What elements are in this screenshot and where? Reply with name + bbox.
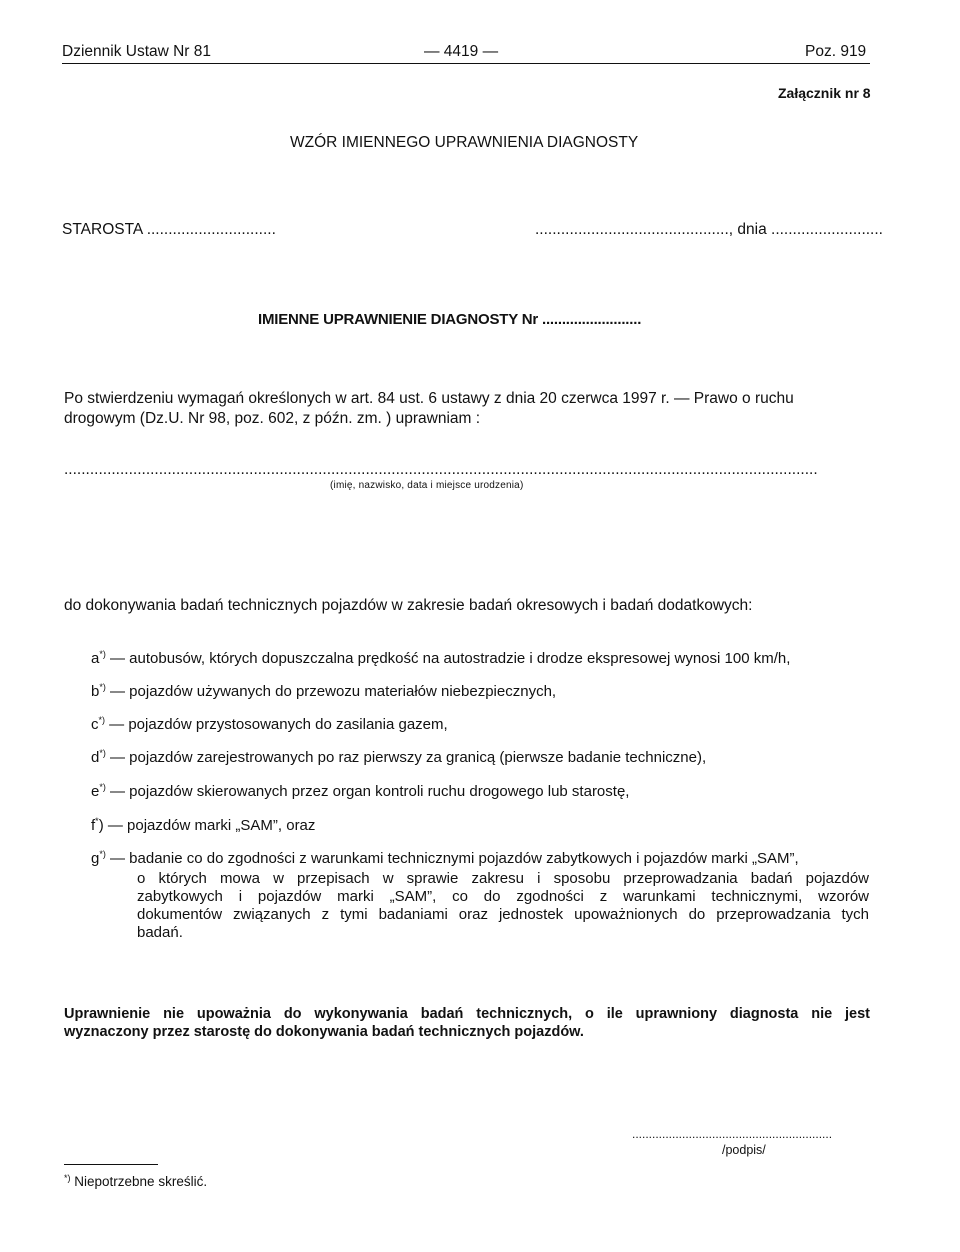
item-text: — pojazdów używanych do przewozu materiałów niebezpiecznych,: [110, 683, 557, 700]
signature-dots: ............................................................: [632, 1127, 833, 1141]
permit-heading: IMIENNE UPRAWNIENIE DIAGNOSTY Nr .........................: [258, 311, 642, 328]
item-text: ) — pojazdów marki „SAM”, oraz: [98, 817, 316, 834]
list-item-b: [91, 683, 556, 700]
name-dotted-line: ...............................................................................................................................................................................: [64, 461, 818, 478]
item-mark: *: [95, 816, 99, 826]
signature-label: /podpis/: [722, 1143, 766, 1157]
item-mark: *): [99, 849, 106, 859]
intro-line-1: Po stwierdzeniu wymagań określonych w art. 84 ust. 6 ustawy z dnia 20 czerwca 1997 r. — Prawo o ruchu: [64, 390, 794, 407]
footnote-rule: [64, 1164, 158, 1165]
notice-line-1: Uprawnienie nie upoważnia do wykonywania badań technicznych, o ile uprawniony diagnosta nie jest: [64, 1006, 870, 1022]
item-g-line-5: badań.: [137, 924, 183, 941]
item-text: — badanie co do zgodności z warunkami technicznymi pojazdów zabytkowych i pojazdów marki „SAM”,: [110, 850, 799, 867]
item-letter: d: [91, 749, 100, 766]
item-letter: e: [91, 783, 100, 800]
item-text: — pojazdów zarejestrowanych po raz pierwszy za granicą (pierwsze badanie techniczne),: [110, 749, 707, 766]
list-item-g: [91, 850, 799, 867]
list-item-c: [91, 716, 448, 733]
notice-line-2: wyznaczony przez starostę do dokonywania badań technicznych pojazdów.: [64, 1024, 584, 1040]
annex-label: Załącznik nr 8: [778, 85, 871, 101]
scope-intro: do dokonywania badań technicznych pojazdów w zakresie badań okresowych i badań dodatkowych:: [64, 597, 753, 614]
footnote: [64, 1174, 207, 1189]
item-letter: c: [91, 716, 99, 733]
starosta-line: STAROSTA ..............................: [62, 221, 276, 238]
item-g-line-3: zabytkowych i pojazdów marki „SAM”, co do zgodności z warunkami technicznymi, wzorów: [137, 888, 869, 905]
list-item-a: [91, 650, 790, 667]
item-mark: *): [98, 715, 105, 725]
form-title: WZÓR IMIENNEGO UPRAWNIENIA DIAGNOSTY: [290, 134, 639, 151]
item-mark: *): [99, 649, 106, 659]
header-rule: [62, 63, 870, 64]
list-item-f: [91, 817, 315, 834]
item-text: — pojazdów przystosowanych do zasilania gazem,: [109, 716, 448, 733]
item-mark: *): [99, 782, 106, 792]
item-mark: *): [99, 682, 106, 692]
item-text: — pojazdów skierowanych przez organ kontroli ruchu drogowego lub starostę,: [110, 783, 630, 800]
item-mark: *): [99, 748, 106, 758]
item-g-line-2: o których mowa w przepisach w sprawie zakresu i sposobu przeprowadzania badań pojazdów: [137, 870, 869, 887]
item-letter: b: [91, 683, 100, 700]
journal-title: Dziennik Ustaw Nr 81: [62, 43, 212, 60]
item-letter: a: [91, 650, 100, 667]
list-item-d: [91, 749, 706, 766]
item-letter: f: [91, 817, 96, 834]
footnote-text: Niepotrzebne skreślić.: [74, 1174, 208, 1189]
name-caption: (imię, nazwisko, data i miejsce urodzenia): [330, 480, 524, 491]
footnote-mark: *): [64, 1173, 71, 1183]
date-line: ............................................., dnia ..........................: [535, 221, 883, 238]
list-item-e: [91, 783, 629, 800]
item-g-line-4: dokumentów związanych z tymi badaniami oraz jednostek upoważnionych do przeprowadzania tych: [137, 906, 869, 923]
page-number: — 4419 —: [424, 43, 499, 60]
item-text: — autobusów, których dopuszczalna prędkość na autostradzie i drodze ekspresowej wynosi 100 km/h,: [110, 650, 791, 667]
position-number: Poz. 919: [805, 43, 867, 60]
item-letter: g: [91, 850, 100, 867]
intro-line-2: drogowym (Dz.U. Nr 98, poz. 602, z późn. zm. ) uprawniam :: [64, 410, 481, 427]
